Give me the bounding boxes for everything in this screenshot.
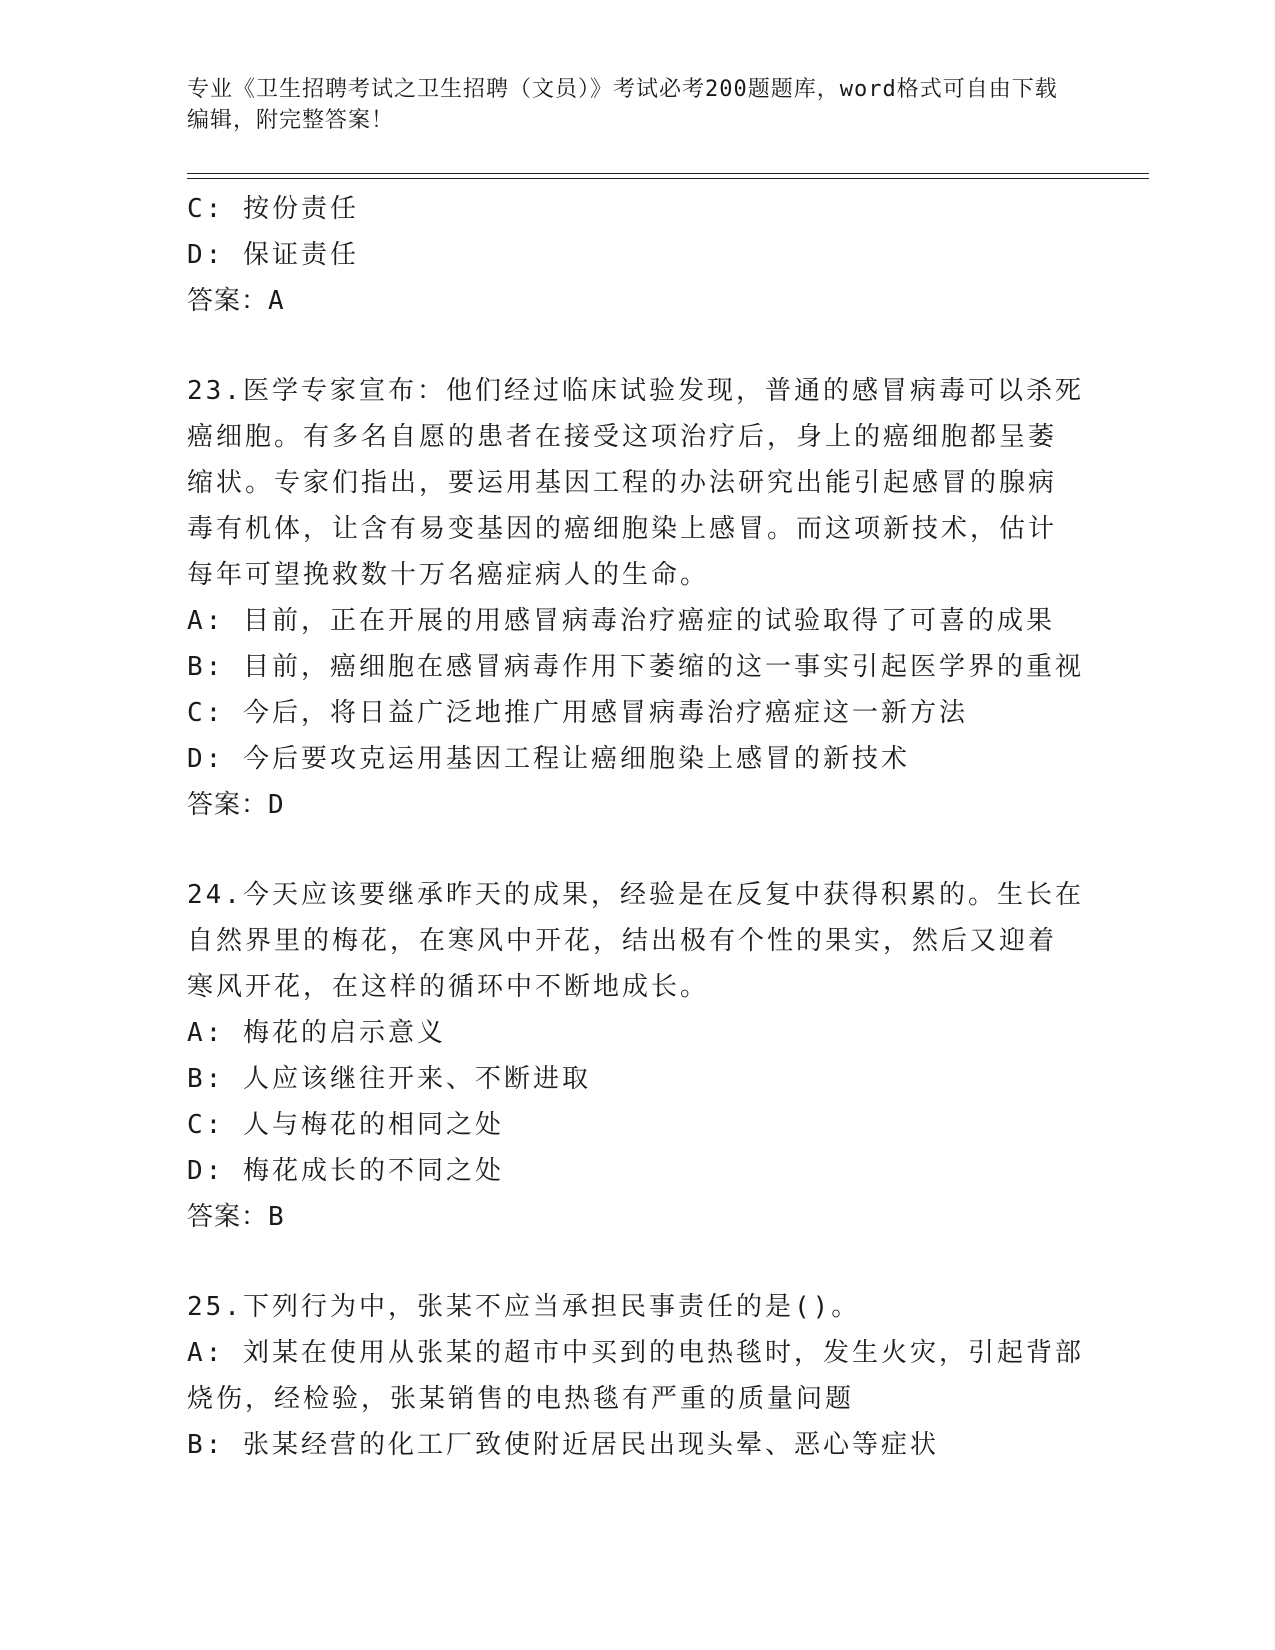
- option-c: C: 按份责任: [187, 194, 359, 224]
- question-stem-line: 24.今天应该要继承昨天的成果，经验是在反复中获得积累的。生长在: [187, 880, 1084, 910]
- answer-line: 答案：B: [187, 1202, 285, 1232]
- question-stem-line: 缩状。专家们指出，要运用基因工程的办法研究出能引起感冒的腺病: [187, 468, 1058, 498]
- option-c: C: 人与梅花的相同之处: [187, 1110, 504, 1140]
- option-a: A: 目前，正在开展的用感冒病毒治疗癌症的试验取得了可喜的成果: [187, 606, 1055, 636]
- option-c: C: 今后，将日益广泛地推广用感冒病毒治疗癌症这一新方法: [187, 698, 968, 728]
- question-stem-line: 每年可望挽救数十万名癌症病人的生命。: [187, 560, 710, 590]
- option-d: D: 保证责任: [187, 240, 359, 270]
- option-a: A: 刘某在使用从张某的超市中买到的电热毯时，发生火灾，引起背部: [187, 1338, 1084, 1368]
- question-stem-line: 寒风开花，在这样的循环中不断地成长。: [187, 972, 710, 1002]
- document-body: [187, 186, 1087, 1468]
- prev-question-tail: [187, 186, 1087, 324]
- question-stem-line: 25.下列行为中，张某不应当承担民事责任的是()。: [187, 1292, 861, 1322]
- question-25: [187, 1284, 1087, 1468]
- option-d: D: 今后要攻克运用基因工程让癌细胞染上感冒的新技术: [187, 744, 910, 774]
- option-b: B: 张某经营的化工厂致使附近居民出现头晕、恶心等症状: [187, 1430, 939, 1460]
- header-rule-bottom: [187, 178, 1149, 179]
- question-stem-line: 自然界里的梅花，在寒风中开花，结出极有个性的果实，然后又迎着: [187, 926, 1058, 956]
- option-b: B: 人应该继往开来、不断进取: [187, 1064, 591, 1094]
- option-d: D: 梅花成长的不同之处: [187, 1156, 504, 1186]
- question-stem-line: 毒有机体，让含有易变基因的癌细胞染上感冒。而这项新技术，估计: [187, 514, 1058, 544]
- document-header: [187, 74, 1067, 136]
- answer-line: 答案：D: [187, 790, 285, 820]
- header-rule-top: [187, 173, 1149, 174]
- question-23: [187, 368, 1087, 828]
- option-a-continued: 烧伤，经检验，张某销售的电热毯有严重的质量问题: [187, 1384, 855, 1414]
- question-stem-line: 23.医学专家宣布：他们经过临床试验发现，普通的感冒病毒可以杀死: [187, 376, 1084, 406]
- option-b: B: 目前，癌细胞在感冒病毒作用下萎缩的这一事实引起医学界的重视: [187, 652, 1084, 682]
- answer-line: 答案：A: [187, 286, 285, 316]
- question-24: [187, 872, 1087, 1240]
- header-text: 专业《卫生招聘考试之卫生招聘（文员）》考试必考200题题库，word格式可自由下载编辑，附完整答案！: [187, 77, 1058, 133]
- question-stem-line: 癌细胞。有多名自愿的患者在接受这项治疗后，身上的癌细胞都呈萎: [187, 422, 1058, 452]
- option-a: A: 梅花的启示意义: [187, 1018, 446, 1048]
